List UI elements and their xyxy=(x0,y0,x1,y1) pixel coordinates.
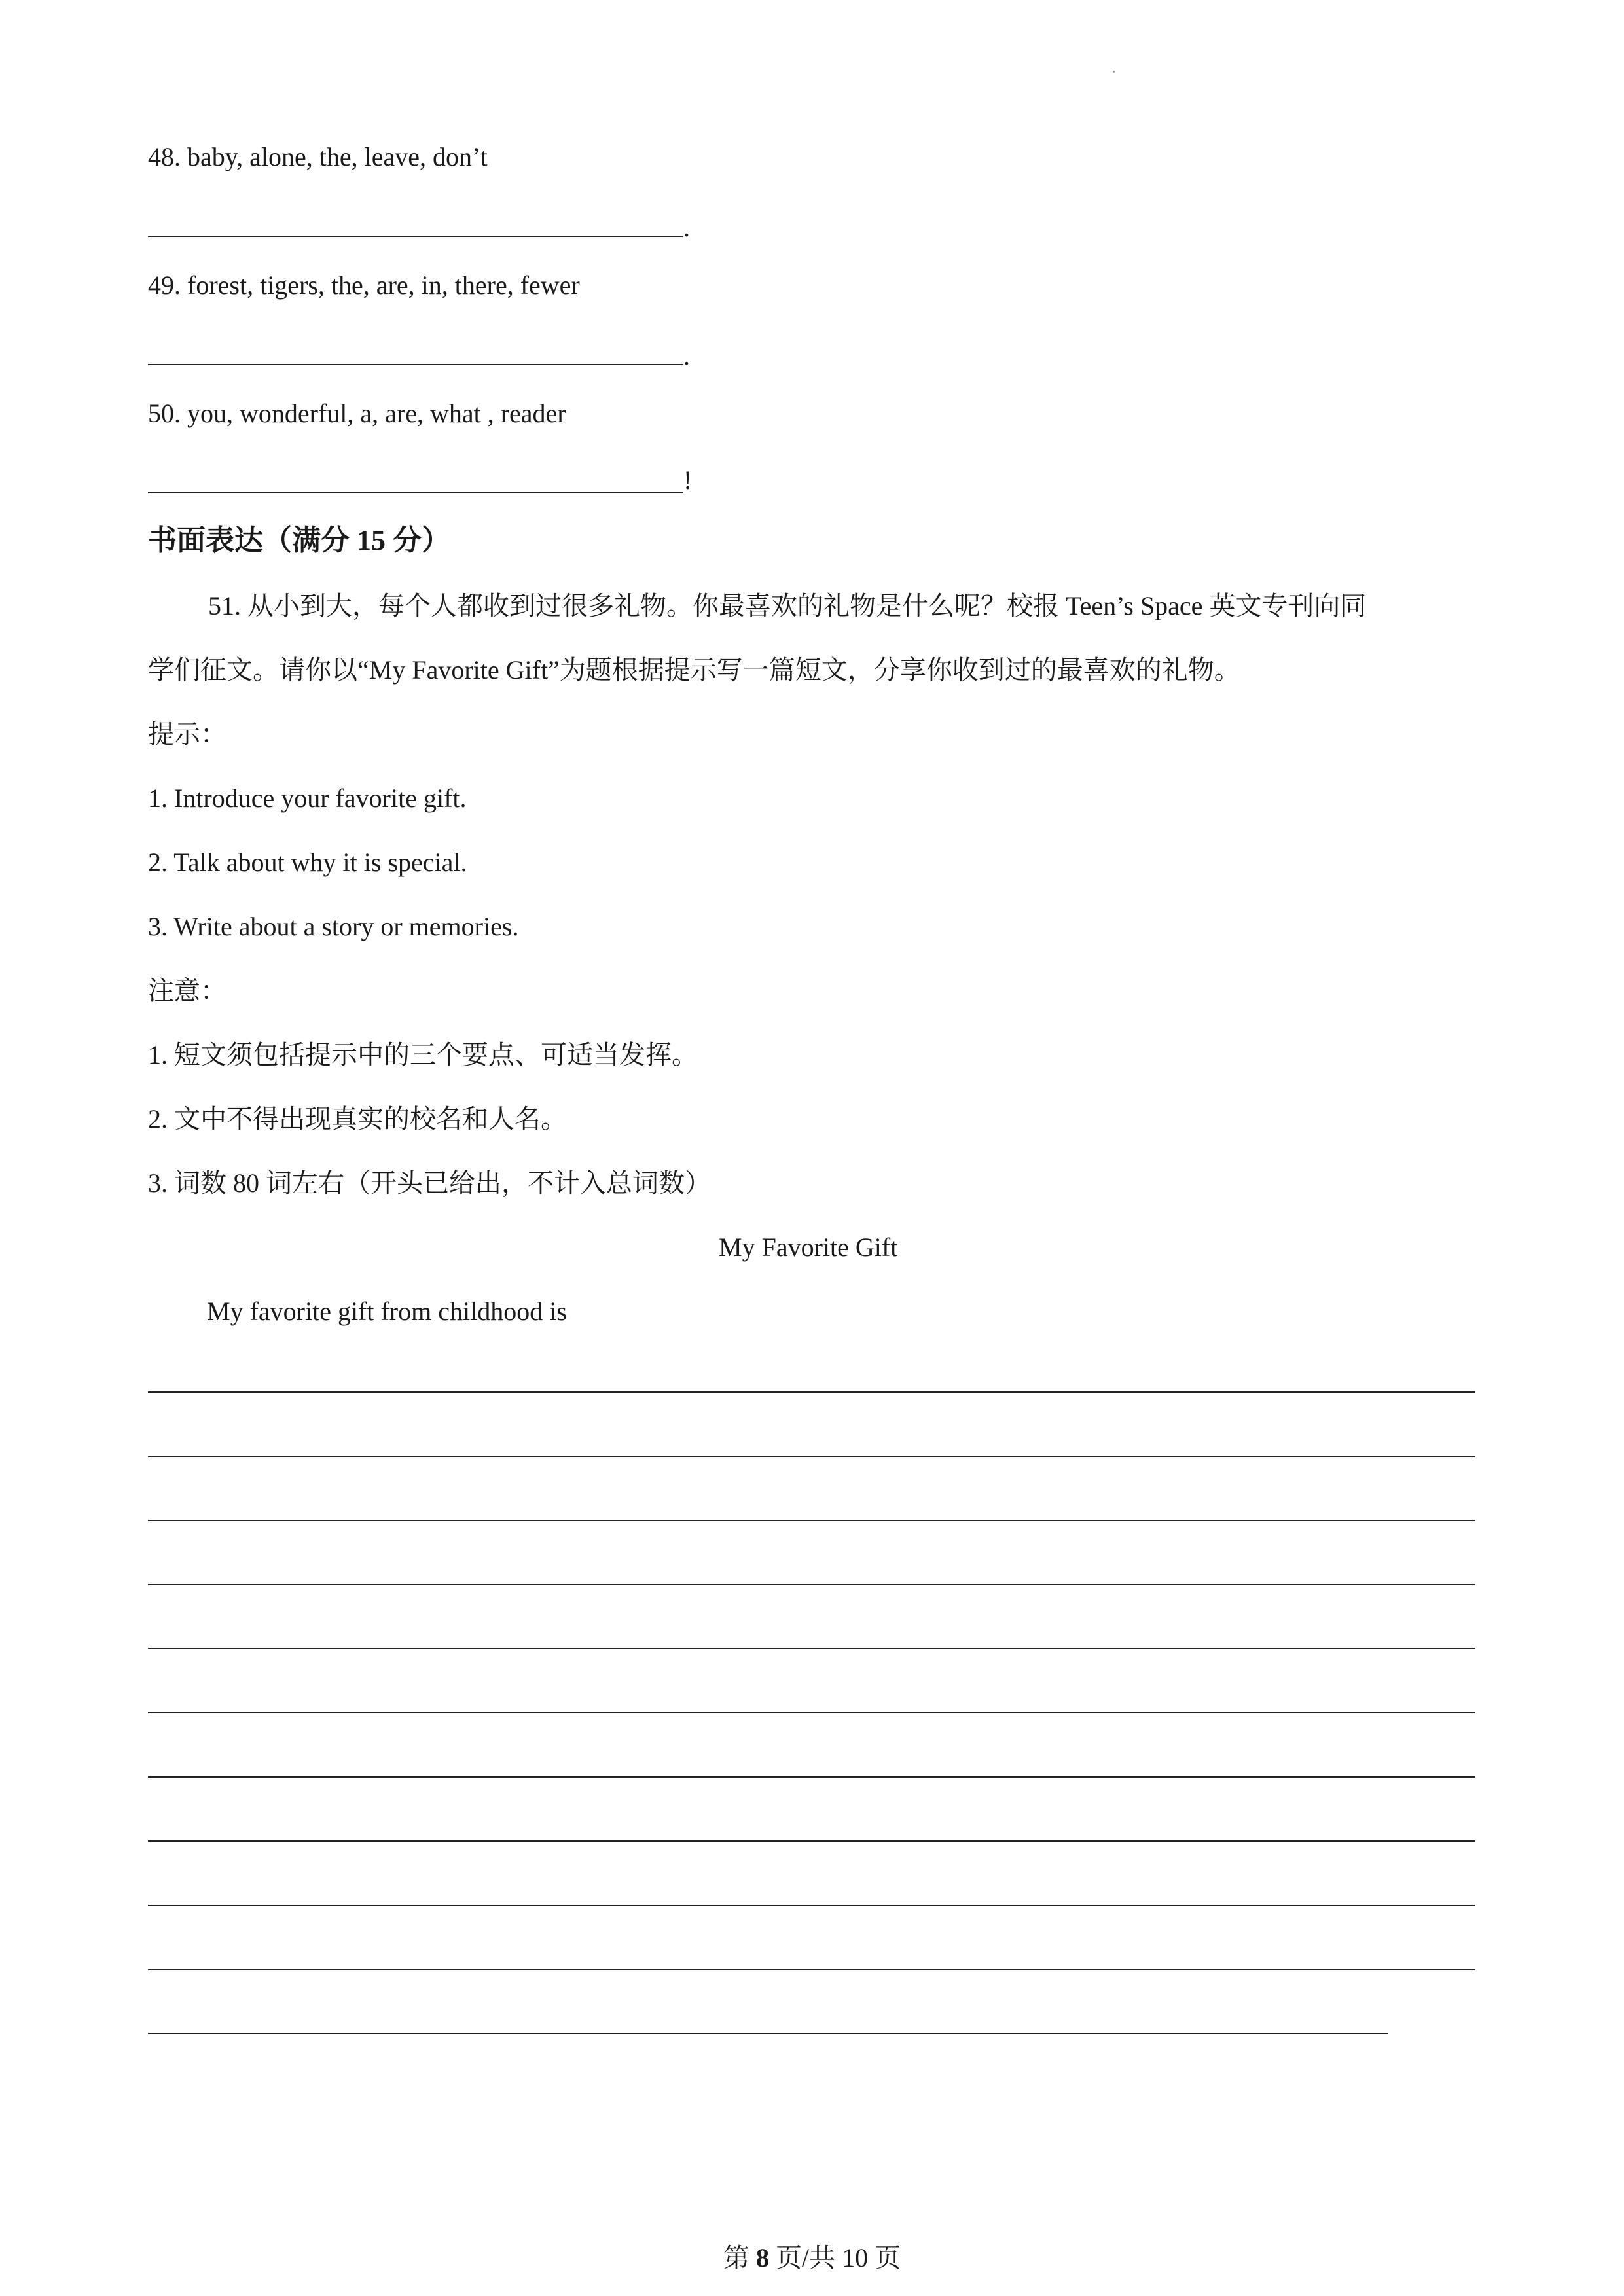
note-item-2: 2. 文中不得出现真实的校名和人名。 xyxy=(148,1104,567,1134)
writing-line-last[interactable] xyxy=(148,2033,1388,2034)
writing-line[interactable] xyxy=(148,1520,1475,1521)
writing-line[interactable] xyxy=(148,1840,1475,1842)
footer-middle: 页/共 xyxy=(768,2243,842,2272)
answer-48-end-punct: . xyxy=(683,213,690,242)
scan-speck xyxy=(1113,71,1115,73)
writing-line[interactable] xyxy=(148,1969,1475,1970)
hint-item-2: 2. Talk about why it is special. xyxy=(148,848,467,877)
question-49-words: 49. forest, tigers, the, are, in, there, fewer xyxy=(148,270,580,300)
footer-total-pages: 10 xyxy=(842,2243,869,2272)
writing-line[interactable] xyxy=(148,1391,1475,1393)
writing-line[interactable] xyxy=(148,1712,1475,1713)
note-item-1: 1. 短文须包括提示中的三个要点、可适当发挥。 xyxy=(148,1040,698,1069)
answer-blank-50[interactable] xyxy=(148,492,683,493)
question-50-words: 50. you, wonderful, a, are, what , reader xyxy=(148,399,566,428)
footer-page-number: 8 xyxy=(755,2243,769,2272)
writing-line[interactable] xyxy=(148,1776,1475,1778)
answer-blank-49[interactable] xyxy=(148,364,683,365)
footer-suffix: 页 xyxy=(868,2243,901,2272)
writing-line[interactable] xyxy=(148,1905,1475,1906)
writing-line[interactable] xyxy=(148,1456,1475,1457)
answer-49-end-punct: . xyxy=(683,341,690,370)
notes-label: 注意： xyxy=(148,976,226,1005)
section-title-writing: 书面表达（满分 15 分） xyxy=(148,524,450,556)
note-item-3: 3. 词数 80 词左右（开头已给出，不计入总词数） xyxy=(148,1168,711,1198)
page-footer xyxy=(0,2241,1624,2275)
prompt-line-2: 学们征文。请你以“My Favorite Gift”为题根据提示写一篇短文，分享你收到过的最喜欢的礼物。 xyxy=(148,655,1240,685)
essay-opening: My favorite gift from childhood is xyxy=(207,1297,567,1326)
prompt-line-1: 51. 从小到大，每个人都收到过很多礼物。你最喜欢的礼物是什么呢？校报 Teen’s Space 英文专刊向同 xyxy=(208,591,1367,620)
footer-prefix: 第 xyxy=(723,2243,756,2272)
essay-title: My Favorite Gift xyxy=(719,1232,898,1262)
question-48-words: 48. baby, alone, the, leave, don’t xyxy=(148,142,488,171)
answer-blank-48[interactable] xyxy=(148,236,683,237)
writing-line[interactable] xyxy=(148,1584,1475,1585)
hints-label: 提示： xyxy=(148,719,226,749)
writing-line[interactable] xyxy=(148,1648,1475,1649)
answer-50-end-punct: ! xyxy=(683,465,693,495)
hint-item-1: 1. Introduce your favorite gift. xyxy=(148,783,467,813)
hint-item-3: 3. Write about a story or memories. xyxy=(148,912,519,941)
